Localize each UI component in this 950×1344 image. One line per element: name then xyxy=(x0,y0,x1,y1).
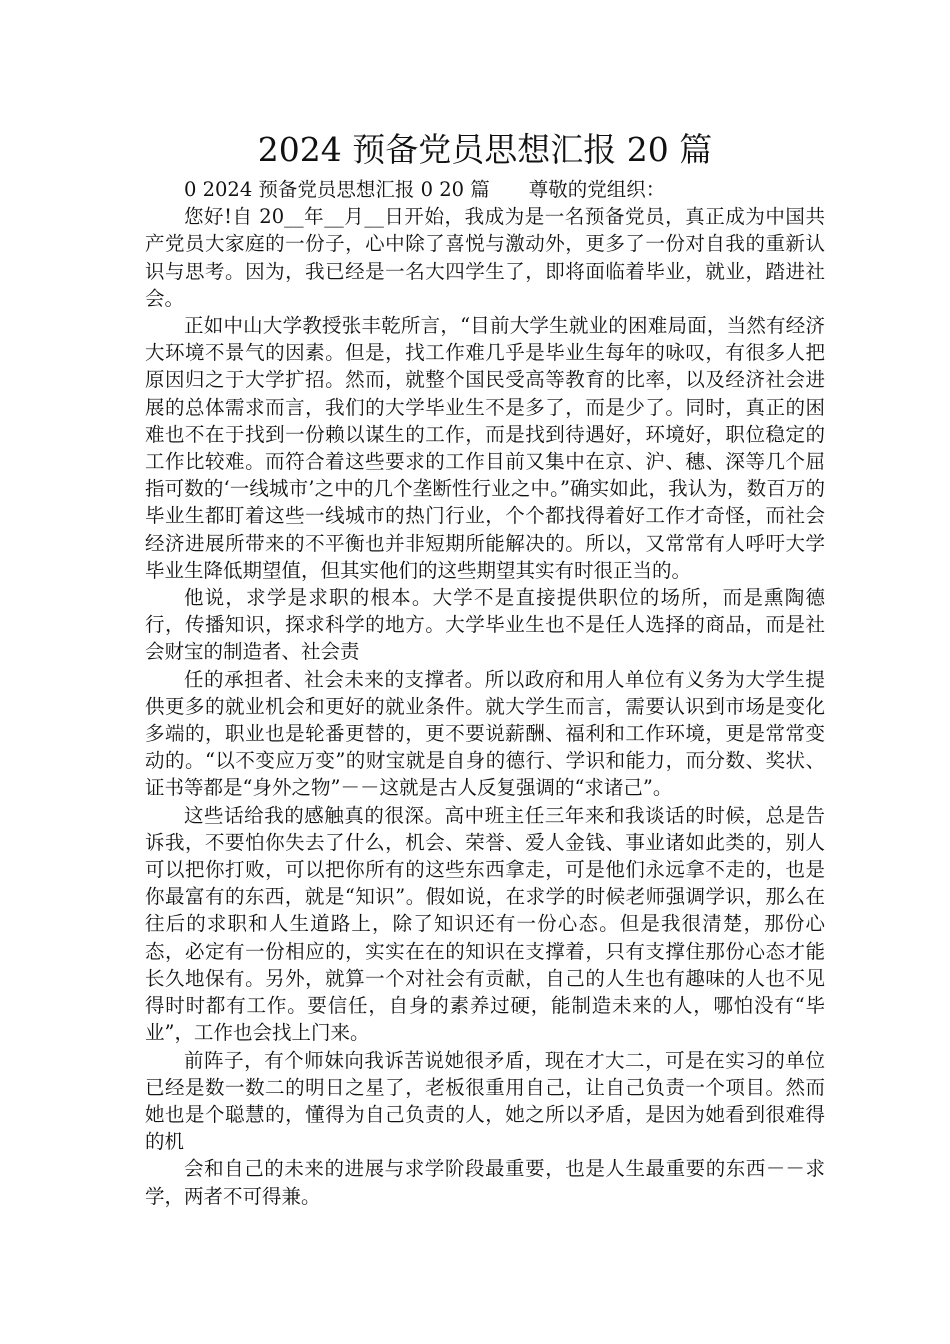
paragraph-4: 任的承担者、社会未来的支撑者。所以政府和用人单位有义务为大学生提供更多的就业机会和更好的就业条件。就大学生而言，需要认识到市场是变化多端的，职业也是轮番更替的，更不要说薪酬、福利和工作环境，更是常常变动的。“以不变应万变”的财宝就是自身的德行、学识和能力，而分数、奖状、证书等都是“身外之物”－－这就是古人反复强调的“求诸己”。 xyxy=(145,667,825,800)
paragraph-7: 会和自己的未来的进展与求学阶段最重要，也是人生最重要的东西－－求学，两者不可得兼。 xyxy=(145,1157,825,1208)
document-page xyxy=(145,128,825,1210)
paragraph-1: 您好!自 20__年__月__日开始，我成为是一名预备党员，真正成为中国共产党员大家庭的一份子，心中除了喜悦与激动外，更多了一份对自我的重新认识与思考。因为，我已经是一名大四学生了，即将面临着毕业，就业，踏进社会。 xyxy=(145,205,825,310)
paragraph-2: 正如中山大学教授张丰乾所言，“目前大学生就业的困难局面，当然有经济大环境不景气的因素。但是，找工作难几乎是毕业生每年的咏叹，有很多人把原因归之于大学扩招。然而，就整个国民受高等教育的比率，以及经济社会进展的总体需求而言，我们的大学毕业生不是多了，而是少了。同时，真正的困难也不在于找到一份赖以谋生的工作，而是找到待遇好，环境好，职位稳定的工作比较难。而符合着这些要求的工作目前又集中在京、沪、穗、深等几个屈指可数的‘一线城市’之中的几个垄断性行业之中。”确实如此，我认为，数百万的毕业生都盯着这些一线城市的热门行业，个个都找得着好工作才奇怪，而社会经济进展所带来的不平衡也并非短期所能解决的。所以，又常常有人呼吁大学毕业生降低期望值，但其实他们的这些期望其实有时很正当的。 xyxy=(145,314,825,582)
paragraph-5: 这些话给我的感触真的很深。高中班主任三年来和我谈话的时候，总是告诉我，不要怕你失去了什么，机会、荣誉、爱人金钱、事业诸如此类的，别人可以把你打败，可以把你所有的这些东西拿走，可是他们永远拿不走的，也是你最富有的东西，就是“知识”。假如说，在求学的时候老师强调学识，那么在往后的求职和人生道路上，除了知识还有一份心态。但是我很清楚，那份心态，必定有一份相应的，实实在在的知识在支撑着，只有支撑住那份心态才能长久地保有。另外，就算一个对社会有贡献，自己的人生也有趣味的人也不见得时时都有工作。要信任，自身的素养过硬，能制造未来的人，哪怕没有“毕业”，工作也会找上门来。 xyxy=(145,803,825,1045)
intro-line: 0 2024 预备党员思想汇报 0 20 篇 尊敬的党组织： xyxy=(184,178,666,201)
paragraph-3: 他说，求学是求职的根本。大学不是直接提供职位的场所，而是熏陶德行，传播知识，探求科学的地方。大学毕业生也不是任人选择的商品，而是社会财宝的制造者、社会责 xyxy=(145,586,825,664)
paragraph-6: 前阵子，有个师妹向我诉苦说她很矛盾，现在才大二，可是在实习的单位已经是数一数二的明日之星了，老板很重用自己，让自己负责一个项目。然而她也是个聪慧的，懂得为自己负责的人，她之所以矛盾，是因为她看到很难得的机 xyxy=(145,1048,825,1154)
document-title: 2024 预备党员思想汇报 20 篇 xyxy=(257,130,713,169)
